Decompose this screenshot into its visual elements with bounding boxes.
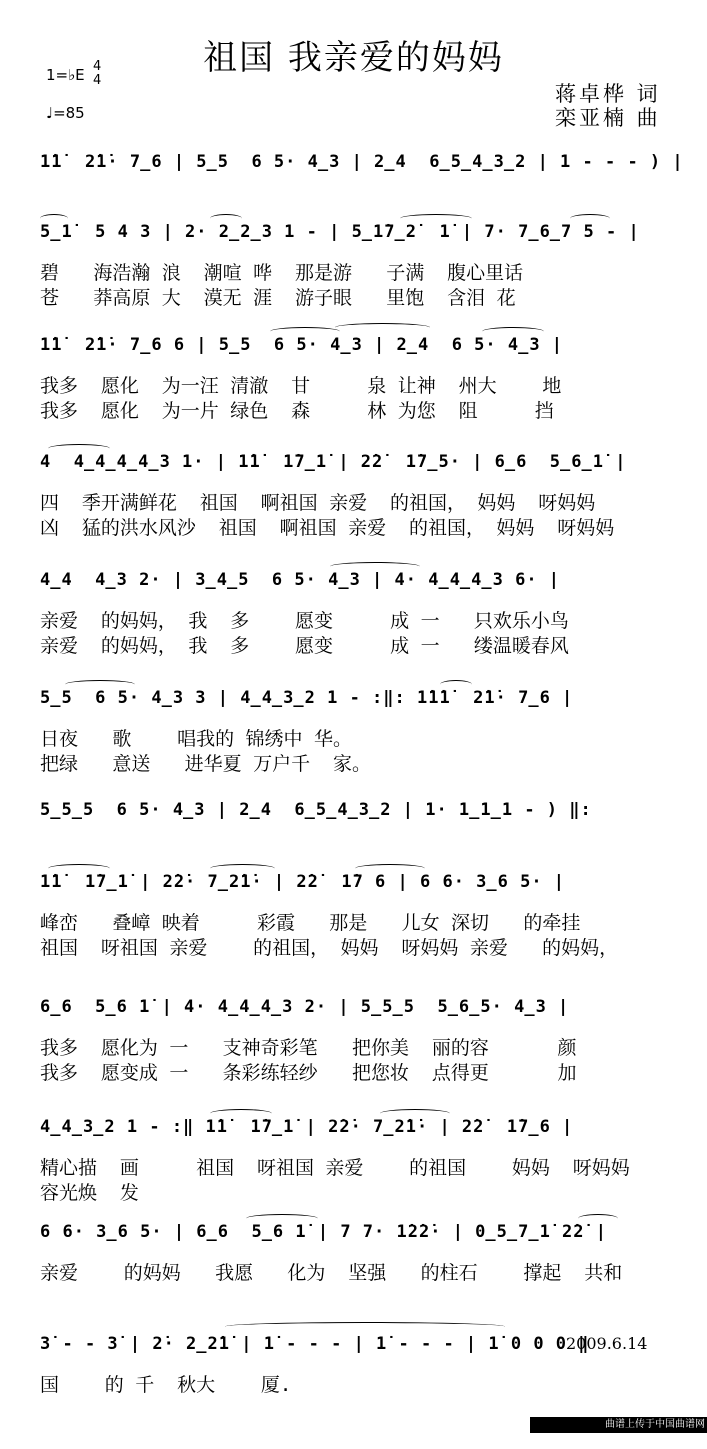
notation-line: [0, 985, 707, 1029]
notation-text: 5̲5̲5 6 5· 4̲3 | 2̲4 6̲5̲4̲3̲2 | 1· 1̲1̲1 - ) ‖:: [40, 800, 592, 820]
lyrics-verse-2: 容光焕 发: [40, 1182, 139, 1204]
lyrics-verse-1: 碧 海浩瀚 浪 潮喧 哗 那是游 子满 腹心里话: [40, 262, 524, 284]
notation-line: [0, 788, 707, 832]
lyrics-verse-2: 我多 愿化 为一片 绿色 森 林 为您 阻 挡: [40, 400, 554, 422]
key-signature: 1=♭E: [46, 66, 85, 84]
notation-text: 4̲4 4̲3 2· | 3̲4̲5 6 5· 4̲3 | 4· 4̲4̲4̲3 6· |: [40, 570, 561, 590]
lyrics-verse-1: 峰峦 叠嶂 映着 彩霞 那是 儿女 深切 的牵挂: [40, 912, 581, 934]
notation-line: [0, 558, 707, 602]
notation-line: [0, 440, 707, 484]
lyrics-verse-1: 亲爱 的妈妈 我愿 化为 坚强 的柱石 撑起 共和: [40, 1262, 623, 1284]
lyrics-verse-2: 亲爱 的妈妈， 我 多 愿变 成 一 缕温暖春风: [40, 635, 569, 657]
notation-line: [0, 323, 707, 367]
meter-bottom: 4: [93, 73, 102, 88]
notation-text: 1̇1̇ 2̇1̇· 7̲6 6 | 5̲5 6 5· 4̲3 | 2̲4 6 5· 4̲3 |: [40, 335, 564, 355]
notation-text: 3̇ - - 3̇ | 2̇· 2̲2̇1̇ | 1̇ - - - | 1̇ - - - | 1̇ 0 0 0 ‖: [40, 1334, 590, 1354]
composer-credit: 栾亚楠 曲: [555, 106, 661, 130]
lyrics-verse-1: 国 的 千 秋大 厦.: [40, 1374, 292, 1396]
notation-text: 5̲1̇ 5 4 3 | 2· 2̲2̲3 1 - | 5̲1̇7̲2̇ 1̇ | 7· 7̲6̲7 5 - |: [40, 222, 640, 242]
notation-line: [0, 140, 707, 184]
lyrics-verse-2: 祖国 呀祖国 亲爱 的祖国， 妈妈 呀妈妈 亲爱 的妈妈，: [40, 937, 619, 959]
notation-text: 6 6· 3̲6 5· | 6̲6 5̲6 1̇ | 7 7· 1̇2̇2̇· | 0̲5̲7̲1̇ 2̇2̇ |: [40, 1222, 607, 1242]
notation-line: [0, 210, 707, 254]
notation-text: 1̇1̇ 2̇1̇· 7̲6 | 5̲5 6 5· 4̲3 | 2̲4 6̲5̲4̲3̲2 | 1 - - - ) |: [40, 152, 684, 172]
lyrics-verse-2: 凶 猛的洪水风沙 祖国 啊祖国 亲爱 的祖国， 妈妈 呀妈妈: [40, 517, 615, 539]
slur: [335, 323, 430, 332]
notation-line: [0, 860, 707, 904]
notation-text: 5̲5 6 5· 4̲3 3 | 4̲4̲3̲2 1 - :‖: 1̇1̇1̇ 2̇1̇· 7̲6 |: [40, 688, 574, 708]
lyrics-verse-1: 亲爱 的妈妈， 我 多 愿变 成 一 只欢乐小鸟: [40, 610, 569, 632]
notation-line: [0, 1105, 707, 1149]
lyrics-verse-1: 精心描 画 祖国 呀祖国 亲爱 的祖国 妈妈 呀妈妈: [40, 1157, 630, 1179]
song-title: 祖国 我亲爱的妈妈: [203, 38, 504, 78]
lyrics-verse-1: 我多 愿化为 一 支神奇彩笔 把你美 丽的容 颜: [40, 1037, 577, 1059]
lyrics-verse-2: 我多 愿变成 一 条彩练轻纱 把您妆 点得更 加: [40, 1062, 577, 1084]
score-date: 2009.6.14: [566, 1334, 648, 1353]
lyrics-verse-2: 苍 莽高原 大 漠无 涯 游子眼 里饱 含泪 花: [40, 287, 516, 309]
lyrics-verse-1: 我多 愿化 为一汪 清澈 甘 泉 让神 州大 地: [40, 375, 562, 397]
notation-text: 6̲6 5̲6 1̇ | 4· 4̲4̲4̲3 2· | 5̲5̲5 5̲6̲5· 4̲3 |: [40, 997, 570, 1017]
notation-text: 4̲4̲3̲2 1 - :‖ 1̇1̇ 1̇7̲1̇ | 2̇2̇· 7̲2̇1̇· | 2̇2̇ 1̇7̲6 |: [40, 1117, 574, 1137]
notation-line: [0, 676, 707, 720]
time-signature: [93, 60, 101, 88]
lyricist-credit: 蒋卓桦 词: [555, 82, 661, 106]
source-watermark: 曲谱上传于中国曲谱网 http://QUPU.HAO81.NET: [530, 1417, 707, 1433]
notation-line: [0, 1210, 707, 1254]
slur: [225, 1322, 505, 1331]
tempo-marking: ♩=85: [46, 104, 85, 122]
notation-text: 4 4̲4̲4̲4̲3 1· | 1̇1̇ 1̇7̲1̇ | 2̇2̇ 1̇7̲5· | 6̲6 5̲6̲1̇ |: [40, 452, 627, 472]
meter-top: 4: [93, 59, 102, 74]
lyrics-verse-1: 日夜 歌 唱我的 锦绣中 华。: [40, 728, 352, 750]
lyrics-verse-2: 把绿 意送 进华夏 万户千 家。: [40, 753, 371, 775]
notation-line: [0, 1322, 707, 1366]
lyrics-verse-1: 四 季开满鲜花 祖国 啊祖国 亲爱 的祖国， 妈妈 呀妈妈: [40, 492, 596, 514]
notation-text: 1̇1̇ 1̇7̲1̇ | 2̇2̇· 7̲2̇1̇· | 2̇2̇ 1̇7 6 | 6 6· 3̲6 5· |: [40, 872, 566, 892]
